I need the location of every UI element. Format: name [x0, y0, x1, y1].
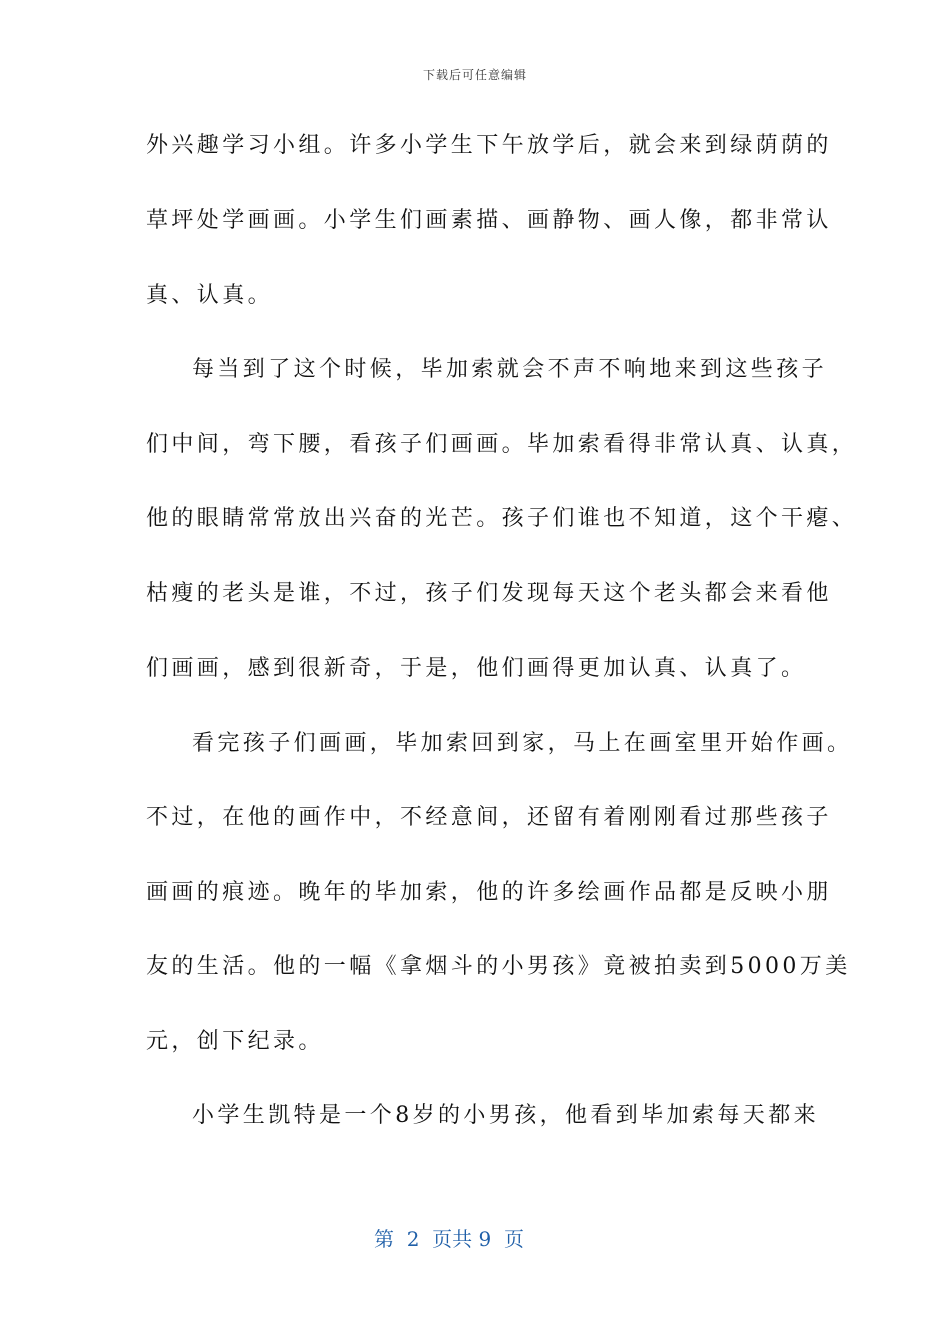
- body-line: 们中间，弯下腰，看孩子们画画。毕加索看得非常认真、认真，: [146, 432, 858, 457]
- body-line: 真、认真。: [146, 283, 274, 308]
- body-line: 小学生凯特是一个8岁的小男孩，他看到毕加索每天都来: [192, 1103, 819, 1128]
- body-line: 外兴趣学习小组。许多小学生下午放学后，就会来到绿荫荫的: [146, 133, 832, 158]
- body-line: 不过，在他的画作中，不经意间，还留有着刚刚看过那些孩子: [146, 805, 832, 830]
- page-number-footer: 第 2 页共 9 页: [374, 1227, 524, 1251]
- body-line: 友的生活。他的一幅《拿烟斗的小男孩》竟被拍卖到5000万美: [146, 954, 851, 979]
- body-line: 元，创下纪录。: [146, 1029, 324, 1054]
- body-line: 每当到了这个时候，毕加索就会不声不响地来到这些孩子: [192, 357, 828, 382]
- body-line: 草坪处学画画。小学生们画素描、画静物、画人像，都非常认: [146, 208, 832, 233]
- body-line: 们画画，感到很新奇，于是，他们画得更加认真、认真了。: [146, 656, 807, 681]
- body-line: 他的眼睛常常放出兴奋的光芒。孩子们谁也不知道，这个干瘪、: [146, 506, 858, 531]
- body-line: 枯瘦的老头是谁，不过，孩子们发现每天这个老头都会来看他: [146, 581, 832, 606]
- page-header: 下载后可任意编辑: [422, 68, 527, 82]
- body-line: 看完孩子们画画，毕加索回到家，马上在画室里开始作画。: [192, 731, 853, 756]
- body-line: 画画的痕迹。晚年的毕加索，他的许多绘画作品都是反映小朋: [146, 880, 832, 905]
